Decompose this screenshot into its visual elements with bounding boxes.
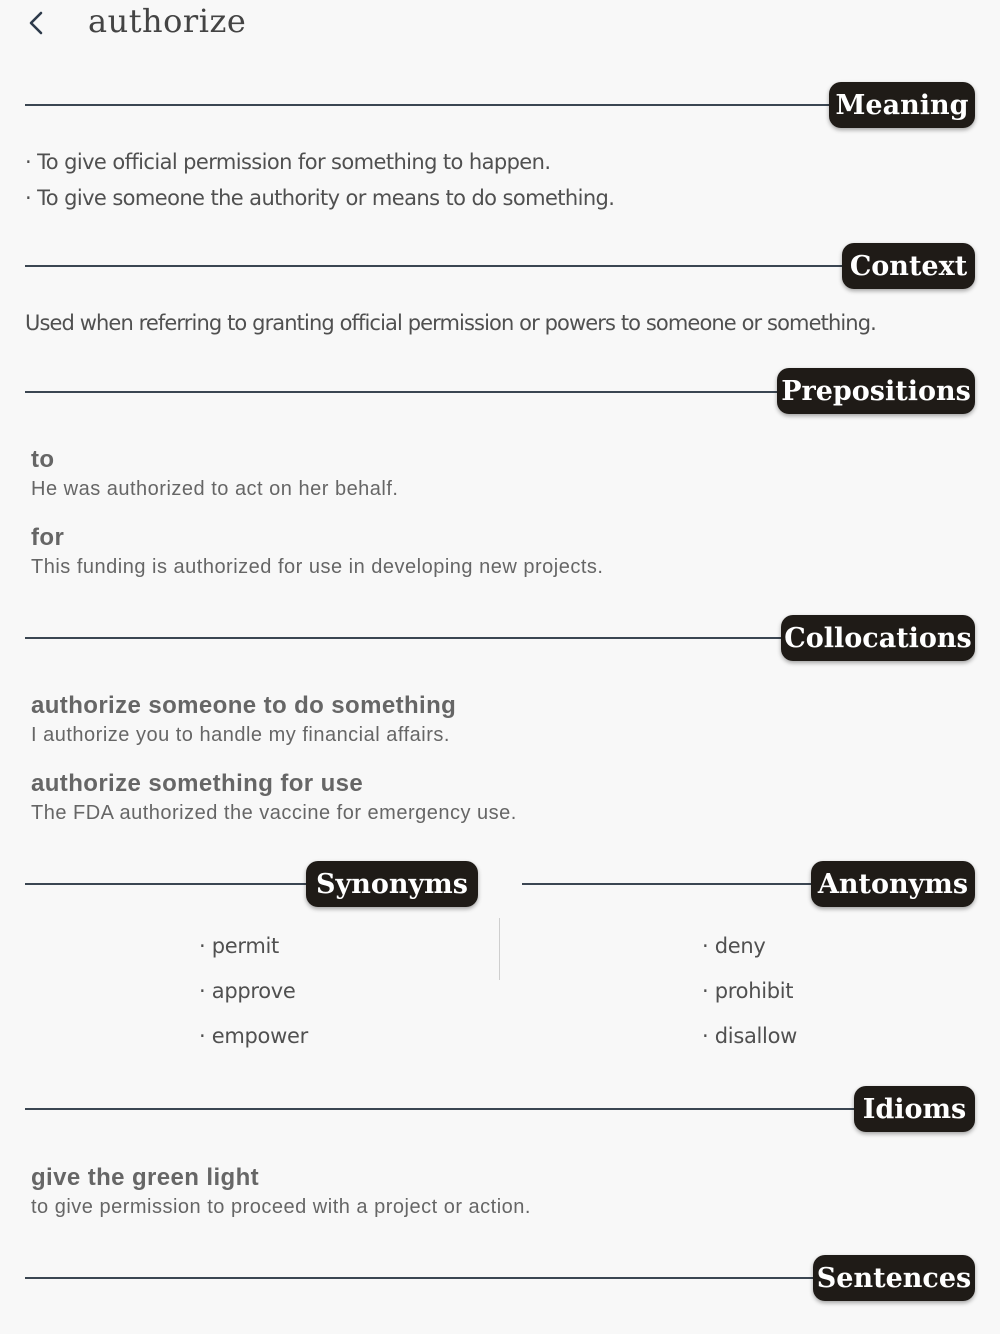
collocation-example: I authorize you to handle my financial affairs. (31, 724, 450, 746)
idiom-meaning: to give permission to proceed with a project or action. (31, 1196, 531, 1218)
meaning-item: · To give official permission for something to happen. (25, 150, 551, 174)
synonym-item: · permit (199, 934, 279, 958)
sentences-header: Sentences (813, 1255, 975, 1301)
antonym-item: · disallow (702, 1024, 798, 1048)
section-divider (25, 1277, 820, 1279)
meaning-header: Meaning (829, 82, 975, 128)
synonym-item: · approve (199, 979, 296, 1003)
context-header: Context (842, 243, 975, 289)
synonym-item: · empower (199, 1024, 308, 1048)
preposition-example: He was authorized to act on her behalf. (31, 478, 399, 500)
prepositions-header: Prepositions (777, 368, 975, 414)
preposition-word: to (31, 446, 55, 473)
collocations-header: Collocations (781, 615, 975, 661)
page-title: authorize (88, 2, 247, 40)
section-divider (25, 1108, 858, 1110)
section-divider (25, 104, 835, 106)
antonyms-header: Antonyms (811, 861, 975, 907)
collocation-example: The FDA authorized the vaccine for emergency use. (31, 802, 517, 824)
collocation-phrase: authorize someone to do something (31, 692, 457, 719)
section-divider (25, 883, 310, 885)
idioms-header: Idioms (854, 1086, 975, 1132)
synonyms-header: Synonyms (306, 861, 478, 907)
section-divider (25, 637, 785, 639)
column-divider (499, 918, 500, 980)
preposition-example: This funding is authorized for use in developing new projects. (31, 556, 604, 578)
section-divider (522, 883, 815, 885)
preposition-word: for (31, 524, 65, 551)
idiom-phrase: give the green light (31, 1164, 260, 1191)
section-divider (25, 391, 782, 393)
antonym-item: · prohibit (702, 979, 794, 1003)
back-button[interactable] (22, 6, 58, 42)
chevron-left-icon (22, 6, 58, 42)
section-divider (25, 265, 847, 267)
meaning-item: · To give someone the authority or means to do something. (25, 186, 615, 210)
antonym-item: · deny (702, 934, 766, 958)
collocation-phrase: authorize something for use (31, 770, 364, 797)
context-text: Used when referring to granting official permission or powers to someone or something. (25, 311, 876, 335)
